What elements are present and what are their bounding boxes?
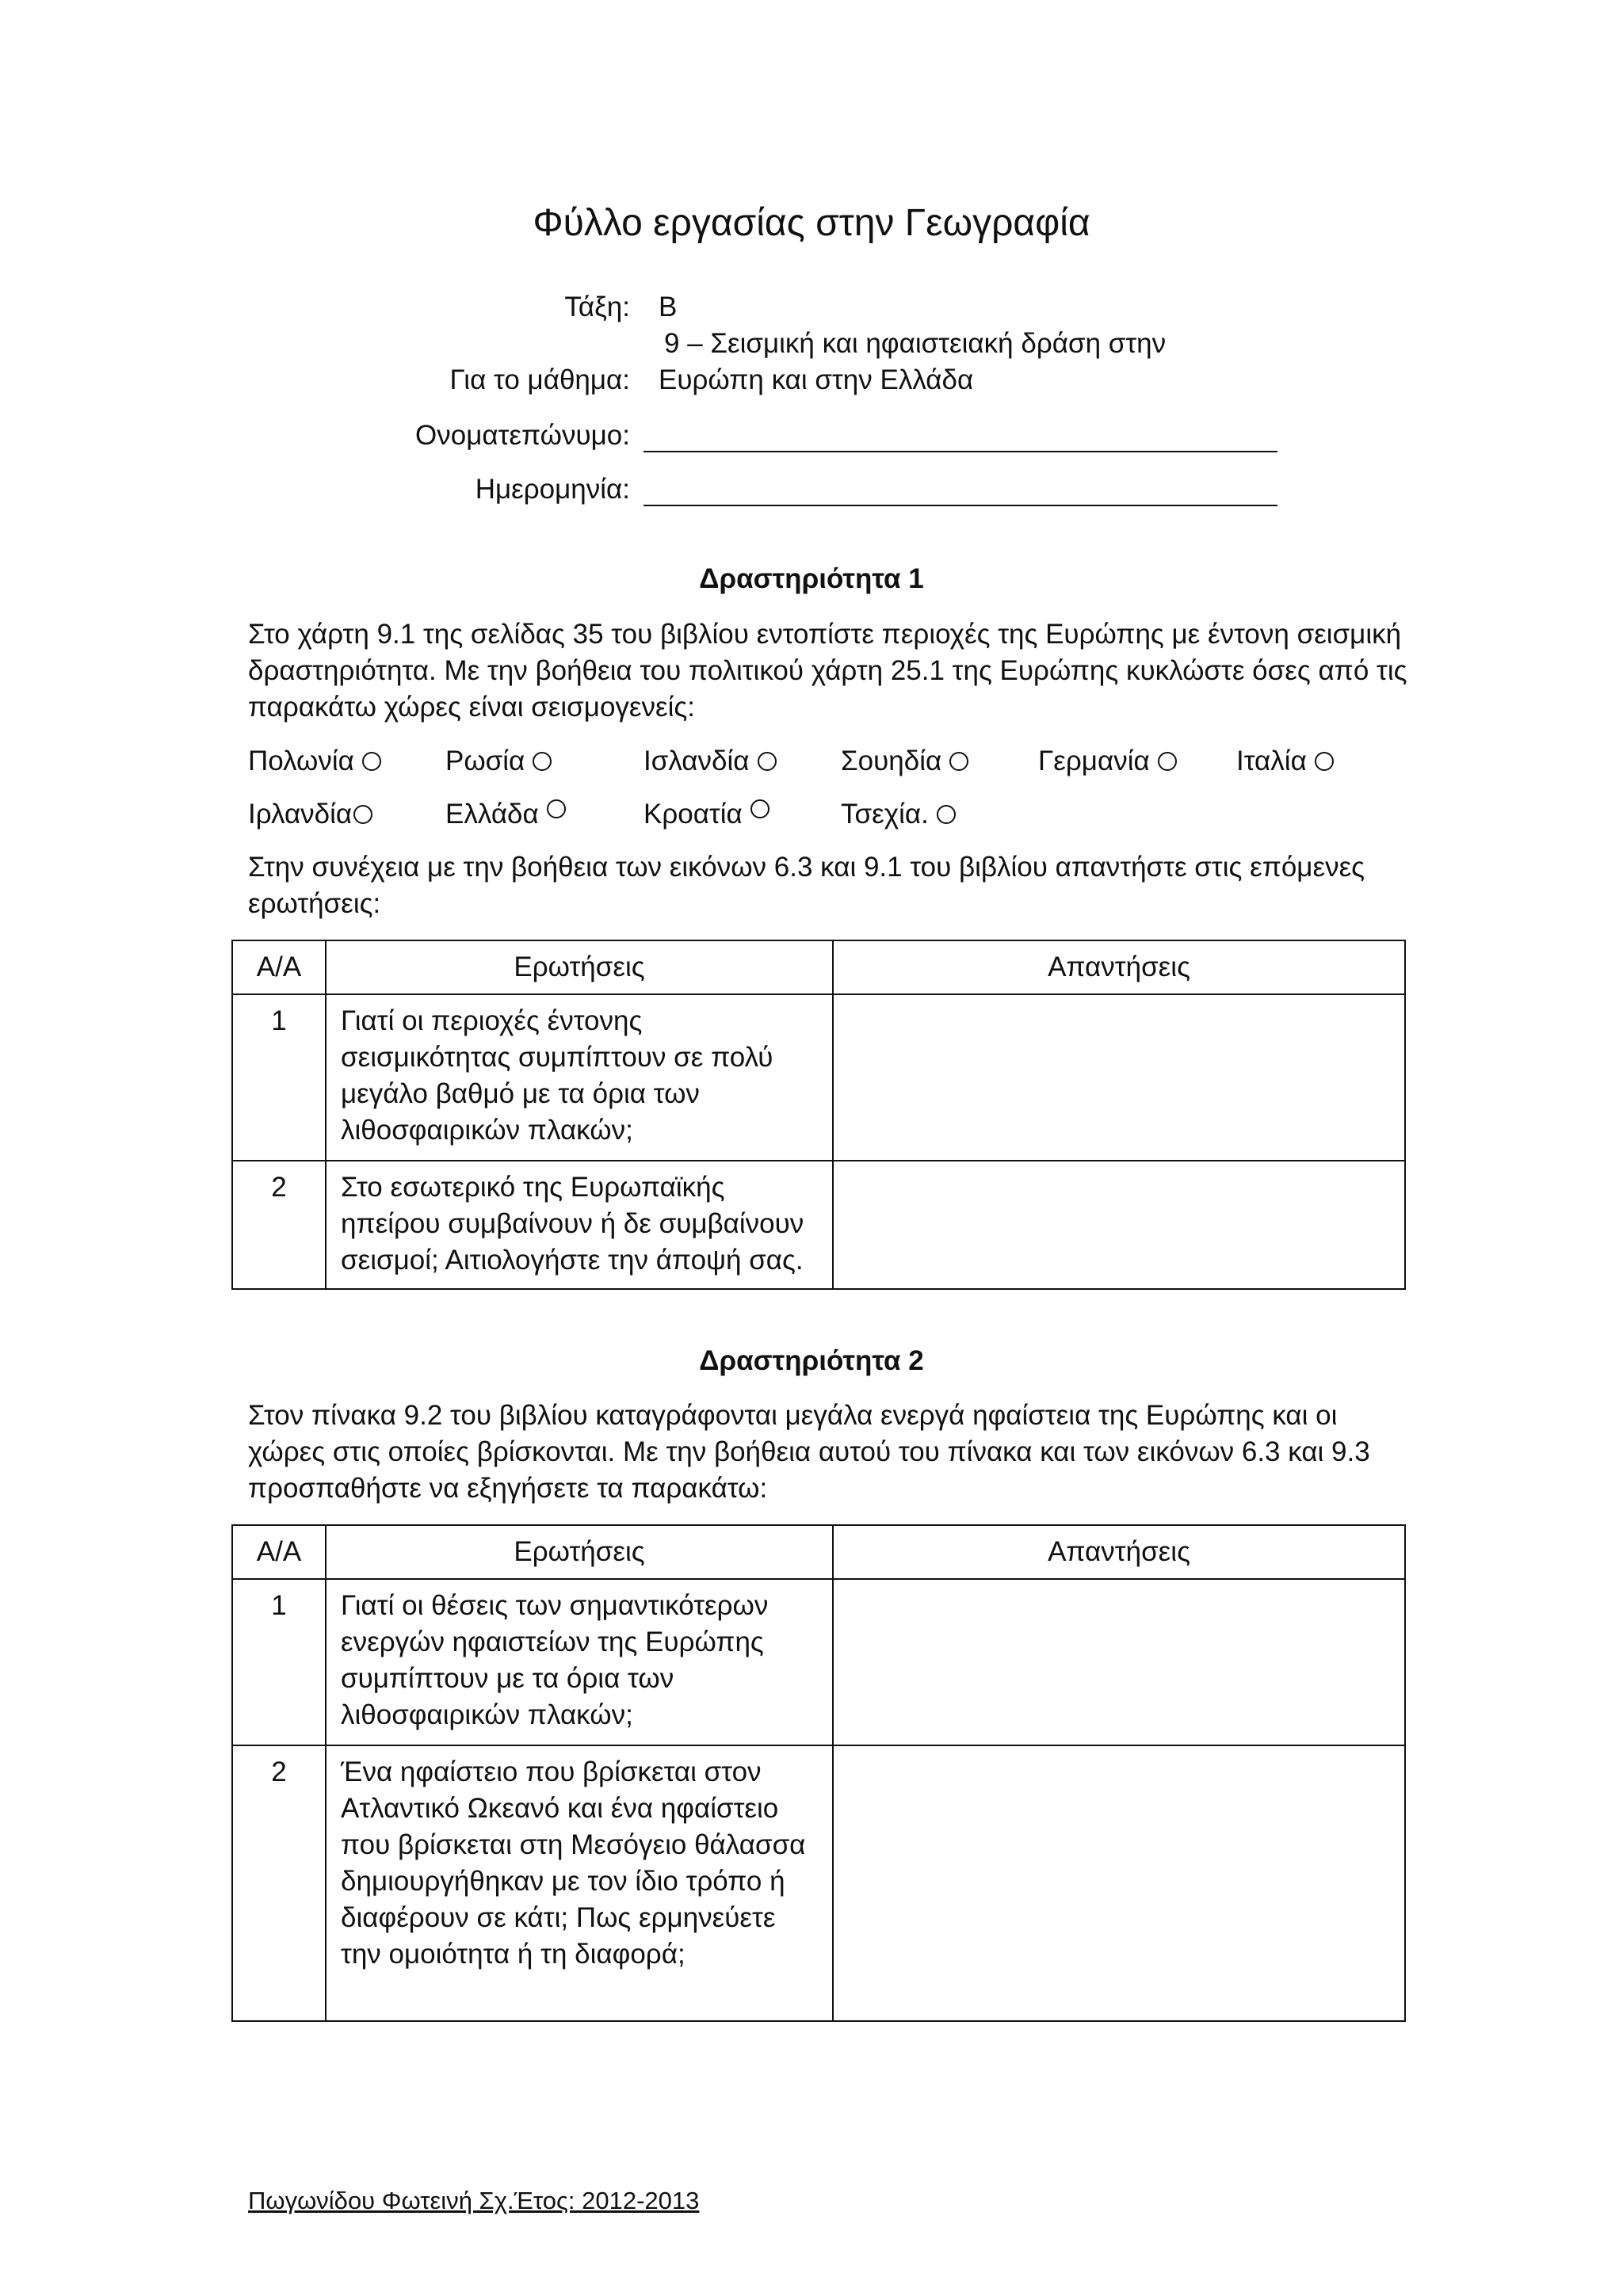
country-label: Τσεχία. — [841, 799, 929, 830]
answer-cell[interactable] — [833, 1579, 1405, 1745]
table-header-row — [232, 940, 1405, 994]
country-option[interactable] — [248, 747, 381, 775]
header-questions: Ερωτήσεις — [326, 1525, 833, 1579]
answer-cell[interactable] — [833, 1745, 1405, 2021]
activity1-heading: Δραστηριότητα 1 — [699, 563, 924, 594]
class-value: Β — [659, 292, 678, 322]
country-option[interactable] — [248, 800, 372, 828]
circle-icon[interactable] — [949, 752, 968, 771]
activity2-heading: Δραστηριότητα 2 — [699, 1345, 924, 1376]
header-num: Α/Α — [232, 940, 326, 994]
country-option[interactable] — [841, 747, 968, 775]
country-label: Ισλανδία — [643, 746, 750, 776]
country-option[interactable] — [445, 747, 552, 775]
table-row — [232, 994, 1405, 1161]
activity1-followup: Στην συνέχεια με την βοήθεια των εικόνων 6.3 και 9.1 του βιβλίου απαντήστε στις επόμενες ερωτήσεις: — [248, 852, 1365, 919]
country-label: Ρωσία — [445, 746, 525, 776]
row-number: 1 — [232, 994, 326, 1161]
country-label: Κροατία — [643, 799, 743, 830]
activity1-intro: Στο χάρτη 9.1 της σελίδας 35 του βιβλίου εντοπίστε περιοχές της Ευρώπης με έντονη σεισμική δραστηριότητα. Με την βοήθεια του πολιτικού χάρτη 25.1 της Ευρώπης κυκλώστε όσες από τις παρακάτω χώρες είναι σεισμογενείς: — [248, 619, 1407, 723]
name-field[interactable] — [643, 451, 1277, 452]
table-row — [232, 1745, 1405, 2021]
circle-icon[interactable] — [1158, 752, 1177, 771]
country-option[interactable] — [643, 747, 777, 775]
date-field[interactable] — [643, 505, 1277, 506]
row-question: Ένα ηφαίστειο που βρίσκεται στον Ατλαντικό Ωκεανό και ένα ηφαίστειο που βρίσκεται στη Μεσόγειο θάλασσα δημιουργήθηκαν με τον ίδιο τρόπο ή διαφέρουν σε κάτι; Πως ερμηνεύετε την ομοιότητα ή τη διαφορά; — [326, 1745, 833, 2021]
answer-cell[interactable] — [833, 1161, 1405, 1289]
country-option[interactable] — [445, 800, 566, 828]
country-label: Πολωνία — [248, 746, 354, 776]
country-option[interactable] — [1236, 747, 1334, 775]
footer-author: Πωγωνίδου Φωτεινή Σχ.Έτος: 2012-2013 — [248, 2187, 700, 2214]
lesson-label: Για το μάθημα: — [449, 364, 630, 395]
row-question: Γιατί οι θέσεις των σημαντικότερων ενεργών ηφαιστείων της Ευρώπης συμπίπτουν με τα όρια των λιθοσφαιρικών πλακών; — [326, 1579, 833, 1745]
circle-icon[interactable] — [362, 752, 381, 771]
country-option[interactable] — [643, 800, 769, 828]
row-question: Στο εσωτερικό της Ευρωπαϊκής ηπείρου συμβαίνουν ή δε συμβαίνουν σεισμοί; Αιτιολογήστε την άποψή σας. — [326, 1161, 833, 1289]
circle-icon[interactable] — [547, 799, 566, 818]
row-number: 2 — [232, 1161, 326, 1289]
country-label: Σουηδία — [841, 746, 942, 776]
row-number: 1 — [232, 1579, 326, 1745]
activity1-table — [231, 940, 1406, 1290]
answer-cell[interactable] — [833, 994, 1405, 1161]
page-title: Φύλλο εργασίας στην Γεωγραφία — [533, 202, 1090, 244]
country-label: Ιταλία — [1236, 746, 1307, 776]
country-option[interactable] — [841, 800, 956, 828]
country-option[interactable] — [1038, 747, 1177, 775]
country-label: Γερμανία — [1038, 746, 1150, 776]
header-num: Α/Α — [232, 1525, 326, 1579]
circle-icon[interactable] — [758, 752, 777, 771]
country-label: Ιρλανδία — [248, 799, 353, 830]
table-row — [232, 1161, 1405, 1289]
table-header-row — [232, 1525, 1405, 1579]
header-answers: Απαντήσεις — [833, 1525, 1405, 1579]
header-questions: Ερωτήσεις — [326, 940, 833, 994]
circle-icon[interactable] — [1315, 752, 1334, 771]
circle-icon[interactable] — [937, 805, 956, 824]
circle-icon[interactable] — [533, 752, 552, 771]
row-question: Γιατί οι περιοχές έντονης σεισμικότητας συμπίπτουν σε πολύ μεγάλο βαθμό με τα όρια των λιθοσφαιρικών πλακών; — [326, 994, 833, 1161]
activity2-table — [231, 1524, 1406, 2022]
class-label: Τάξη: — [564, 292, 630, 322]
table-row — [232, 1579, 1405, 1745]
row-number: 2 — [232, 1745, 326, 2021]
circle-icon[interactable] — [750, 799, 769, 818]
circle-icon[interactable] — [353, 805, 372, 824]
activity2-intro: Στον πίνακα 9.2 του βιβλίου καταγράφονται μεγάλα ενεργά ηφαίστεια της Ευρώπης και οι χώρες στις οποίες βρίσκονται. Με την βοήθεια αυτού του πίνακα και των εικόνων 6.3 και 9.3 προσπαθήστε να εξηγήσετε τα παρακάτω: — [248, 1400, 1370, 1504]
header-answers: Απαντήσεις — [833, 940, 1405, 994]
lesson-value-line2: Ευρώπη και στην Ελλάδα — [659, 364, 974, 395]
lesson-value-line1: 9 – Σεισμική και ηφαιστειακή δράση στην — [664, 328, 1167, 359]
name-label: Ονοματεπώνυμο: — [415, 420, 630, 451]
date-label: Ημερομηνία: — [475, 474, 630, 505]
country-label: Ελλάδα — [445, 799, 539, 830]
